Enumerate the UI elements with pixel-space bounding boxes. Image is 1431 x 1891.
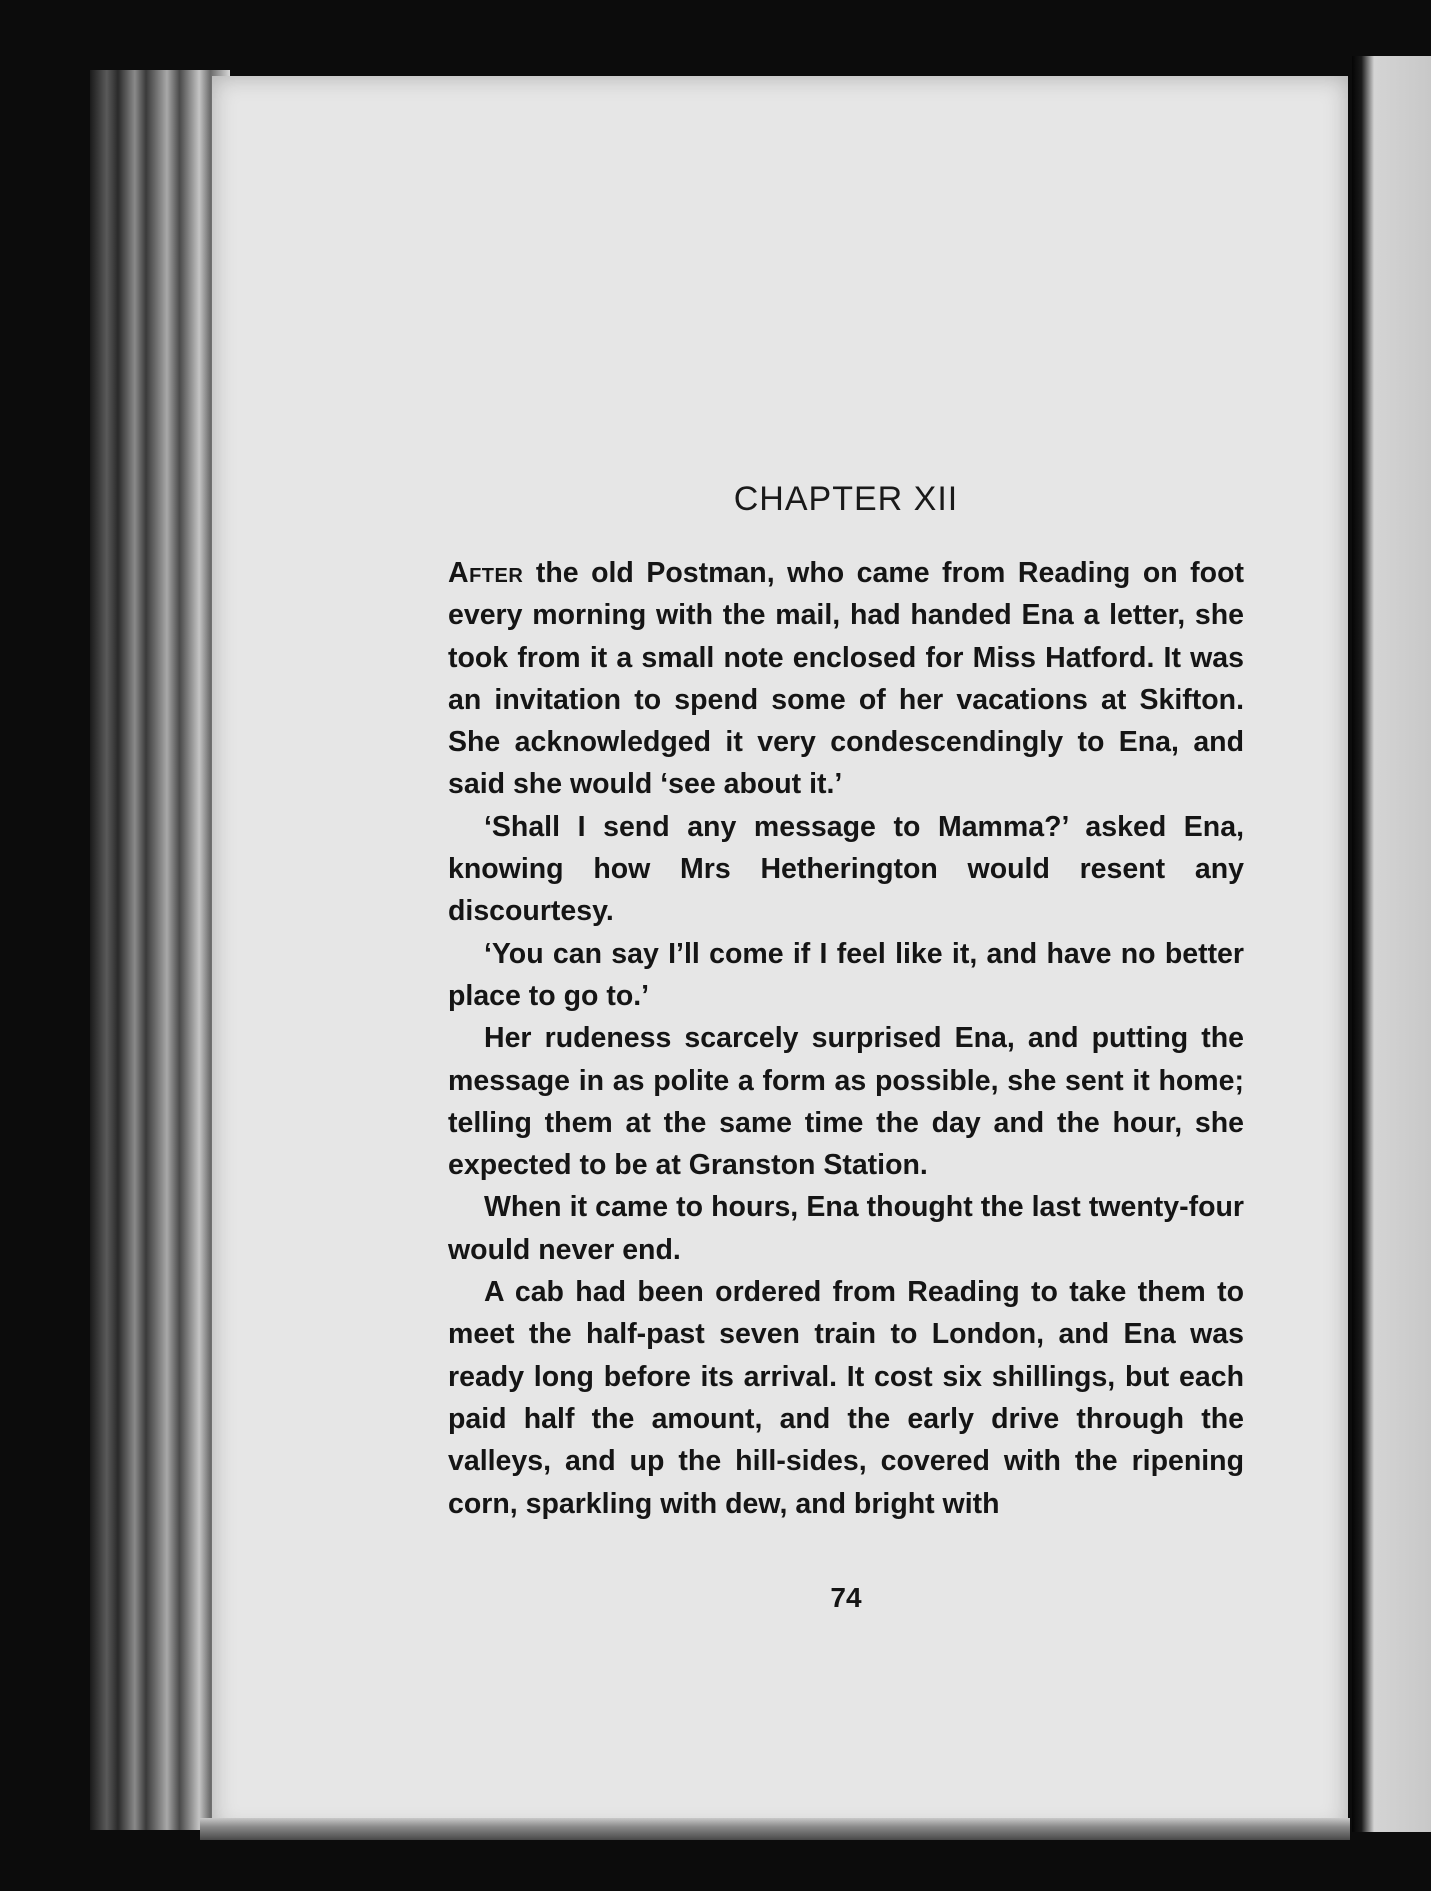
paragraph-3: ‘You can say I’ll come if I feel like it, and have no better place to go to.’ bbox=[448, 937, 1244, 1012]
page-bottom-edge bbox=[200, 1818, 1350, 1840]
opening-word: After bbox=[448, 557, 524, 589]
paragraph-5: When it came to hours, Ena thought the last twenty-four would never end. bbox=[448, 1191, 1244, 1266]
chapter-title: CHAPTER XII bbox=[733, 480, 959, 518]
page-number: 74 bbox=[830, 1582, 862, 1613]
paragraph-1 bbox=[448, 552, 1244, 806]
book-left-page-edges bbox=[90, 70, 230, 1830]
facing-page-edge bbox=[1352, 56, 1431, 1832]
paragraph-4: Her rudeness scarcely surprised Ena, and putting the message in as polite a form as possible, she sent it home; telling them at the same time the day and the hour, she expected to be at Granston Station. bbox=[448, 1022, 1244, 1182]
body-text bbox=[448, 552, 1244, 1525]
paragraph-1-text: the old Postman, who came from Reading on foot every morning with the mail, had handed Ena a letter, she took from it a small note enclosed for Miss Hatford. It was an invitation to spend some of her vacations at Skifton. She acknowledged it very condescendingly to Ena, and said she would ‘see about it.’ bbox=[448, 557, 1244, 801]
paragraph-2: ‘Shall I send any message to Mamma?’ asked Ena, knowing how Mrs Hetherington would resent any discourtesy. bbox=[448, 810, 1244, 928]
paragraph-6: A cab had been ordered from Reading to take them to meet the half-past seven train to London, and Ena was ready long before its arrival. It cost six shillings, but each paid half the amount, and the early drive through the valleys, and up the hill-sides, covered with the ripening corn, sparkling with dew, and bright with bbox=[448, 1276, 1244, 1520]
